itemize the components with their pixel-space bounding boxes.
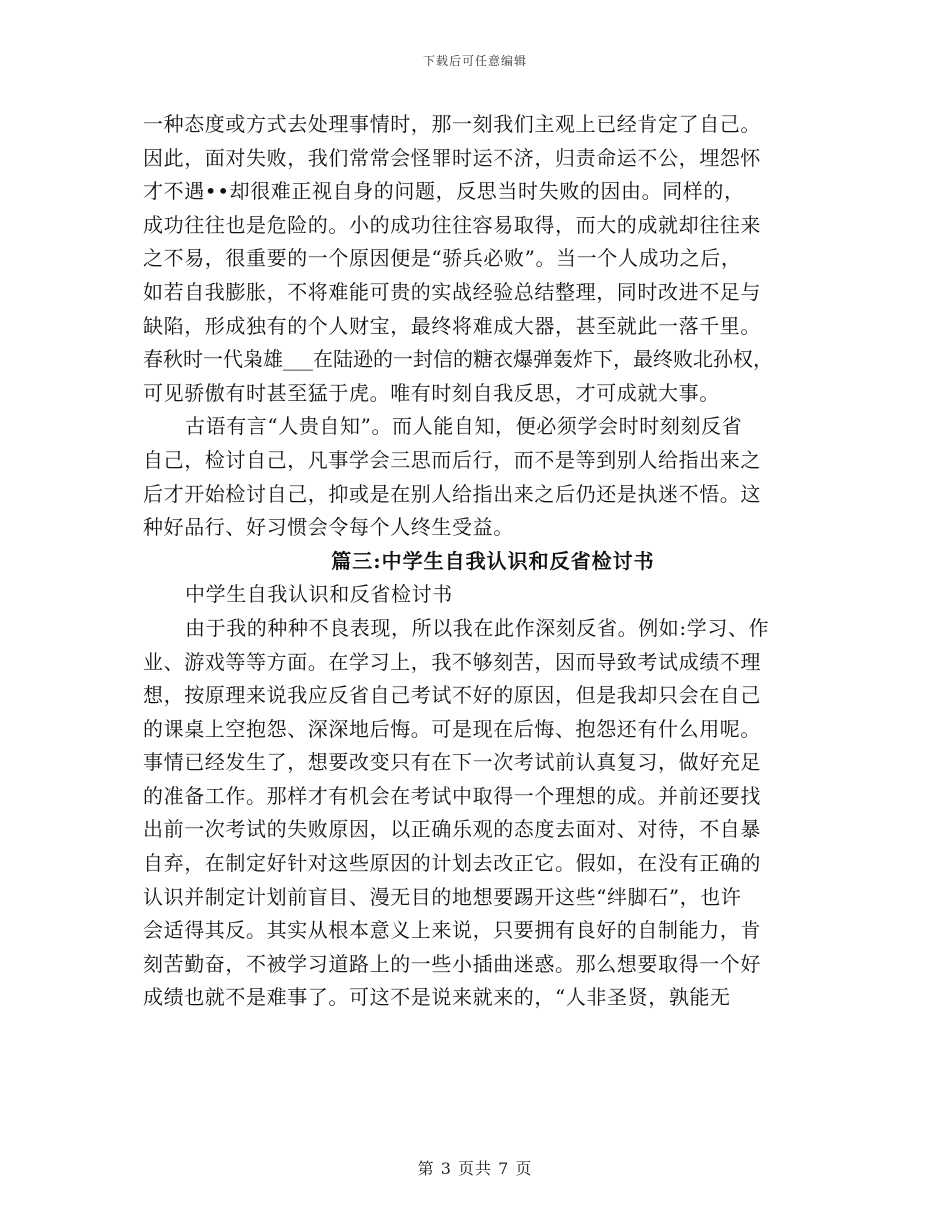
text-line: 的准备工作。那样才有机会在考试中取得一个理想的成。并前还要找: [143, 783, 761, 808]
text-line: 业、游戏等等方面。在学习上，我不够刻苦，因而导致考试成绩不理: [143, 649, 761, 674]
text-line: 出前一次考试的失败原因，以正确乐观的态度去面对、对待，不自暴: [143, 817, 761, 842]
text-line: 想，按原理来说我应反省自己考试不好的原因，但是我却只会在自己: [143, 683, 761, 708]
paragraph-start-line: 古语有言“人贵自知”。而人能自知，便必须学会时时刻刻反省: [185, 414, 743, 439]
text-line: 成绩也就不是难事了。可这不是说来就来的，“人非圣贤，孰能无: [143, 985, 731, 1010]
text-line: 事情已经发生了，想要改变只有在下一次考试前认真复习，做好充足: [143, 750, 761, 775]
text-line: 会适得其反。其实从根本意义上来说，只要拥有良好的自制能力，肯: [143, 918, 761, 943]
text-line: 春秋时一代枭雄___在陆逊的一封信的糖衣爆弹轰炸下，最终败北孙权，: [143, 347, 773, 372]
text-line: 之不易，很重要的一个原因便是“骄兵必败”。当一个人成功之后，: [143, 246, 742, 271]
document-body: [143, 108, 823, 1015]
text-line: 刻苦勤奋，不被学习道路上的一些小插曲迷惑。那么想要取得一个好: [143, 951, 761, 976]
text-line: 种好品行、好习惯会令每个人终生受益。: [143, 515, 514, 540]
text-line: 的课桌上空抱怨、深深地后悔。可是现在后悔、抱怨还有什么用呢。: [143, 716, 761, 741]
text-line: 后才开始检讨自己，抑或是在别人给指出来之后仍还是执迷不悟。这: [143, 481, 761, 506]
text-line: 缺陷，形成独有的个人财宝，最终将难成大器，甚至就此一落千里。: [143, 313, 761, 338]
text-line: 因此，面对失败，我们常常会怪罪时运不济，归责命运不公，埋怨怀: [143, 145, 761, 170]
page-header: 下载后可任意编辑: [422, 54, 527, 68]
text-line: 可见骄傲有时甚至猛于虎。唯有时刻自我反思，才可成就大事。: [143, 380, 720, 405]
subtitle-line: 中学生自我认识和反省检讨书: [185, 582, 453, 607]
text-line: 成功往往也是危险的。小的成功往往容易取得，而大的成就却往往来: [143, 212, 761, 237]
page-number-footer: 第 3 页共 7 页: [417, 1159, 533, 1178]
text-line: 如若自我膨胀，不将难能可贵的实战经验总结整理，同时改进不足与: [143, 279, 761, 304]
paragraph-start-line: 由于我的种种不良表现，所以我在此作深刻反省。例如:学习、作: [185, 615, 770, 640]
text-line: 自己，检讨自己，凡事学会三思而后行，而不是等到别人给指出来之: [143, 447, 761, 472]
text-line: 认识并制定计划前盲目、漫无目的地想要踢开这些“绊脚石”，也许: [143, 884, 742, 909]
text-line: 一种态度或方式去处理事情时，那一刻我们主观上已经肯定了自己。: [143, 112, 761, 136]
text-line: 才不遇••却很难正视自身的问题，反思当时失败的因由。同样的，: [143, 179, 745, 204]
text-line: 自弃，在制定好针对这些原因的计划去改正它。假如，在没有正确的: [143, 851, 761, 876]
section-heading: 篇三:中学生自我认识和反省检讨书: [331, 548, 655, 573]
